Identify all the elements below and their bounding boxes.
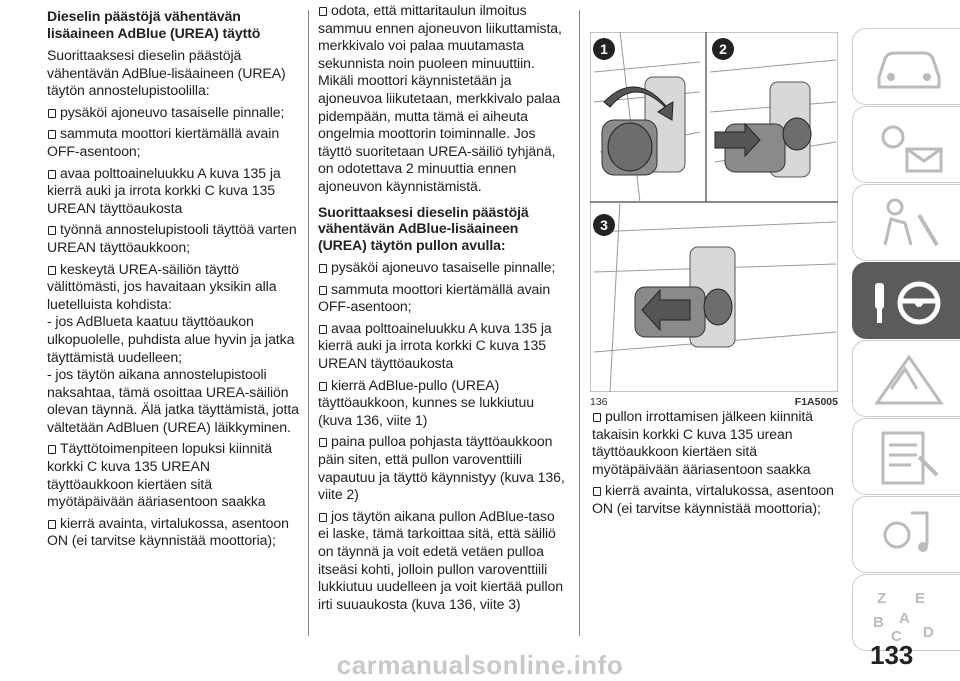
checkbox-bullet-icon (319, 286, 327, 295)
tab-car[interactable] (852, 28, 960, 105)
checkbox-bullet-icon (48, 109, 56, 118)
page-number: 133 (870, 640, 914, 670)
tab-safety[interactable] (852, 184, 960, 261)
list-item: odota, että mittaritaulun ilmoitus sammuu ennen ajoneuvon liikuttamista, merkkivalo voi palaa muutamasta sekunnista noin puoleen minuuttiin. Mikäli moottori käynnistetään ja ajoneuvoa liikutetaan, merkkivalo palaa pidempään, mutta tämä ei aiheuta ongelmia moottorin toiminnalle. Jos täyttö suoritetaan UREA-säiliö tyhjänä, on odotettava 2 minuuttia ennen ajoneuvon käynnistämistä. (318, 2, 562, 194)
figure-code: F1A5005 (794, 396, 838, 408)
checkbox-bullet-icon (593, 413, 601, 422)
media-icon (871, 505, 947, 565)
checkbox-bullet-icon (48, 170, 56, 179)
checkbox-bullet-icon (48, 445, 56, 454)
sub-item: - jos AdBlueta kaatuu täyttöaukon ulkopuolelle, puhdista alue hyvin ja jatka täyttämistä uudelleen; (47, 313, 295, 365)
tab-maintenance[interactable] (852, 418, 960, 495)
chapter-tabs (852, 28, 960, 643)
list-item: avaa polttoaineluukku A kuva 135 ja kierrä auki ja irrota korkki C kuva 135 UREAN täyttöaukosta (47, 164, 281, 216)
figure-label-1: 1 (600, 41, 608, 57)
list-item: avaa polttoaineluukku A kuva 135 ja kierrä auki ja irrota korkki C kuva 135 UREAN täyttöaukosta (318, 319, 552, 371)
car-icon (871, 37, 947, 97)
intro-text: Suorittaaksesi dieselin päästöjä vähentävän AdBlue-lisäaineen (UREA) täytön annostelupistoolilla: (47, 47, 286, 99)
column-divider (308, 10, 309, 636)
svg-text:C: C (891, 628, 902, 643)
column-1 (47, 8, 299, 554)
list-item: kierrä avainta, virtalukossa, asentoon ON (ei tarvitse käynnistää moottoria); (592, 482, 834, 516)
sub-item: - jos täytön aikana annostelupistooli naksahtaa, tämä osoittaa UREA-säiliön olevan täynnä. Älä jatka täyttämistä, jotta vältetään AdBluen (UREA) läikkyminen. (47, 366, 299, 435)
list-item: kierrä AdBlue-pullo (UREA) täyttöaukkoon, kunnes se lukkiutuu (kuva 136, viite 1) (318, 376, 534, 428)
checkbox-bullet-icon (319, 438, 327, 447)
checkbox-bullet-icon (48, 130, 56, 139)
steering-key-icon (871, 271, 947, 331)
list-item: pysäköi ajoneuvo tasaiselle pinnalle; (47, 104, 299, 122)
list-item: työnnä annostelupistooli täyttöä varten UREAN täyttöaukkoon; (47, 221, 297, 255)
watermark: carmanualsonline.info (336, 650, 624, 680)
list-item: paina pulloa pohjasta täyttöaukkoon päin siten, että pullon varoventtiili vapautuu ja täyttö käynnistyy (kuva 136, viite 2) (318, 433, 565, 503)
alphabet-index-icon (871, 583, 947, 643)
section-heading: Suorittaaksesi dieselin päästöjä vähentävän AdBlue-lisäaineen (UREA) täytön pullon avulla: (318, 203, 529, 253)
airbag-icon (871, 193, 947, 253)
list-item: sammuta moottori kiertämällä avain OFF-asentoon; (47, 125, 280, 159)
svg-text:Z: Z (877, 590, 887, 607)
checkbox-bullet-icon (48, 266, 56, 275)
list-item: Täyttötoimenpiteen lopuksi kiinnitä korkki C kuva 135 UREAN täyttöaukkoon kiertäen sitä myötäpäivään ääriasentoon saakka (47, 440, 272, 510)
figure-illustration (590, 32, 838, 392)
tab-warning-lights[interactable] (852, 106, 960, 183)
checkbox-bullet-icon (48, 226, 56, 235)
figure-label-2: 2 (719, 41, 727, 57)
document-icon (871, 427, 947, 487)
warning-triangle-icon (871, 349, 947, 409)
warning-light-icon (871, 115, 947, 175)
checkbox-bullet-icon (319, 264, 327, 273)
checkbox-bullet-icon (593, 487, 601, 496)
checkbox-bullet-icon (319, 7, 327, 16)
svg-text:B: B (873, 614, 884, 631)
checkbox-bullet-icon (319, 513, 327, 522)
section-heading: Dieselin päästöjä vähentävän lisäaineen AdBlue (UREA) täyttö (47, 8, 261, 41)
checkbox-bullet-icon (319, 325, 327, 334)
list-item: kierrä avainta, virtalukossa, asentoon ON (ei tarvitse käynnistää moottoria); (47, 514, 289, 549)
figure-136 (590, 32, 838, 392)
list-item: jos täytön aikana pullon AdBlue-taso ei laske, tämä tarkoittaa sitä, että säiliö on täynnä ja voit edetä vetäen pulloa itseäsi kohti, jolloin pullon varoventtiili lukkiutuu uudelleen ja voit kiertää pullon irti suuaukosta (kuva 136, viite 3) (318, 507, 563, 612)
list-item: keskeytä UREA-säiliön täyttö välittömästi, jos havaitaan yksikin alla luetelluista kohdista: (47, 260, 277, 312)
figure-label-3: 3 (600, 217, 608, 233)
column-divider (579, 10, 580, 636)
svg-text:A: A (899, 610, 910, 627)
column-3 (592, 408, 842, 522)
checkbox-bullet-icon (319, 382, 327, 391)
svg-text:E: E (915, 590, 926, 607)
tab-emergency[interactable] (852, 340, 960, 417)
checkbox-bullet-icon (48, 520, 56, 529)
list-item: pullon irrottamisen jälkeen kiinnitä takaisin korkki C kuva 135 urean täyttöaukkoon kiertäen sitä myötäpäivään ääriasentoon saakka (592, 408, 813, 477)
list-item: sammuta moottori kiertämällä avain OFF-asentoon; (318, 280, 551, 315)
column-2 (318, 2, 568, 617)
figure-number: 136 (590, 396, 608, 408)
tab-starting-driving[interactable] (852, 262, 960, 339)
tab-multimedia[interactable] (852, 496, 960, 573)
list-item: pysäköi ajoneuvo tasaiselle pinnalle; (318, 259, 568, 277)
svg-text:D: D (923, 624, 934, 641)
